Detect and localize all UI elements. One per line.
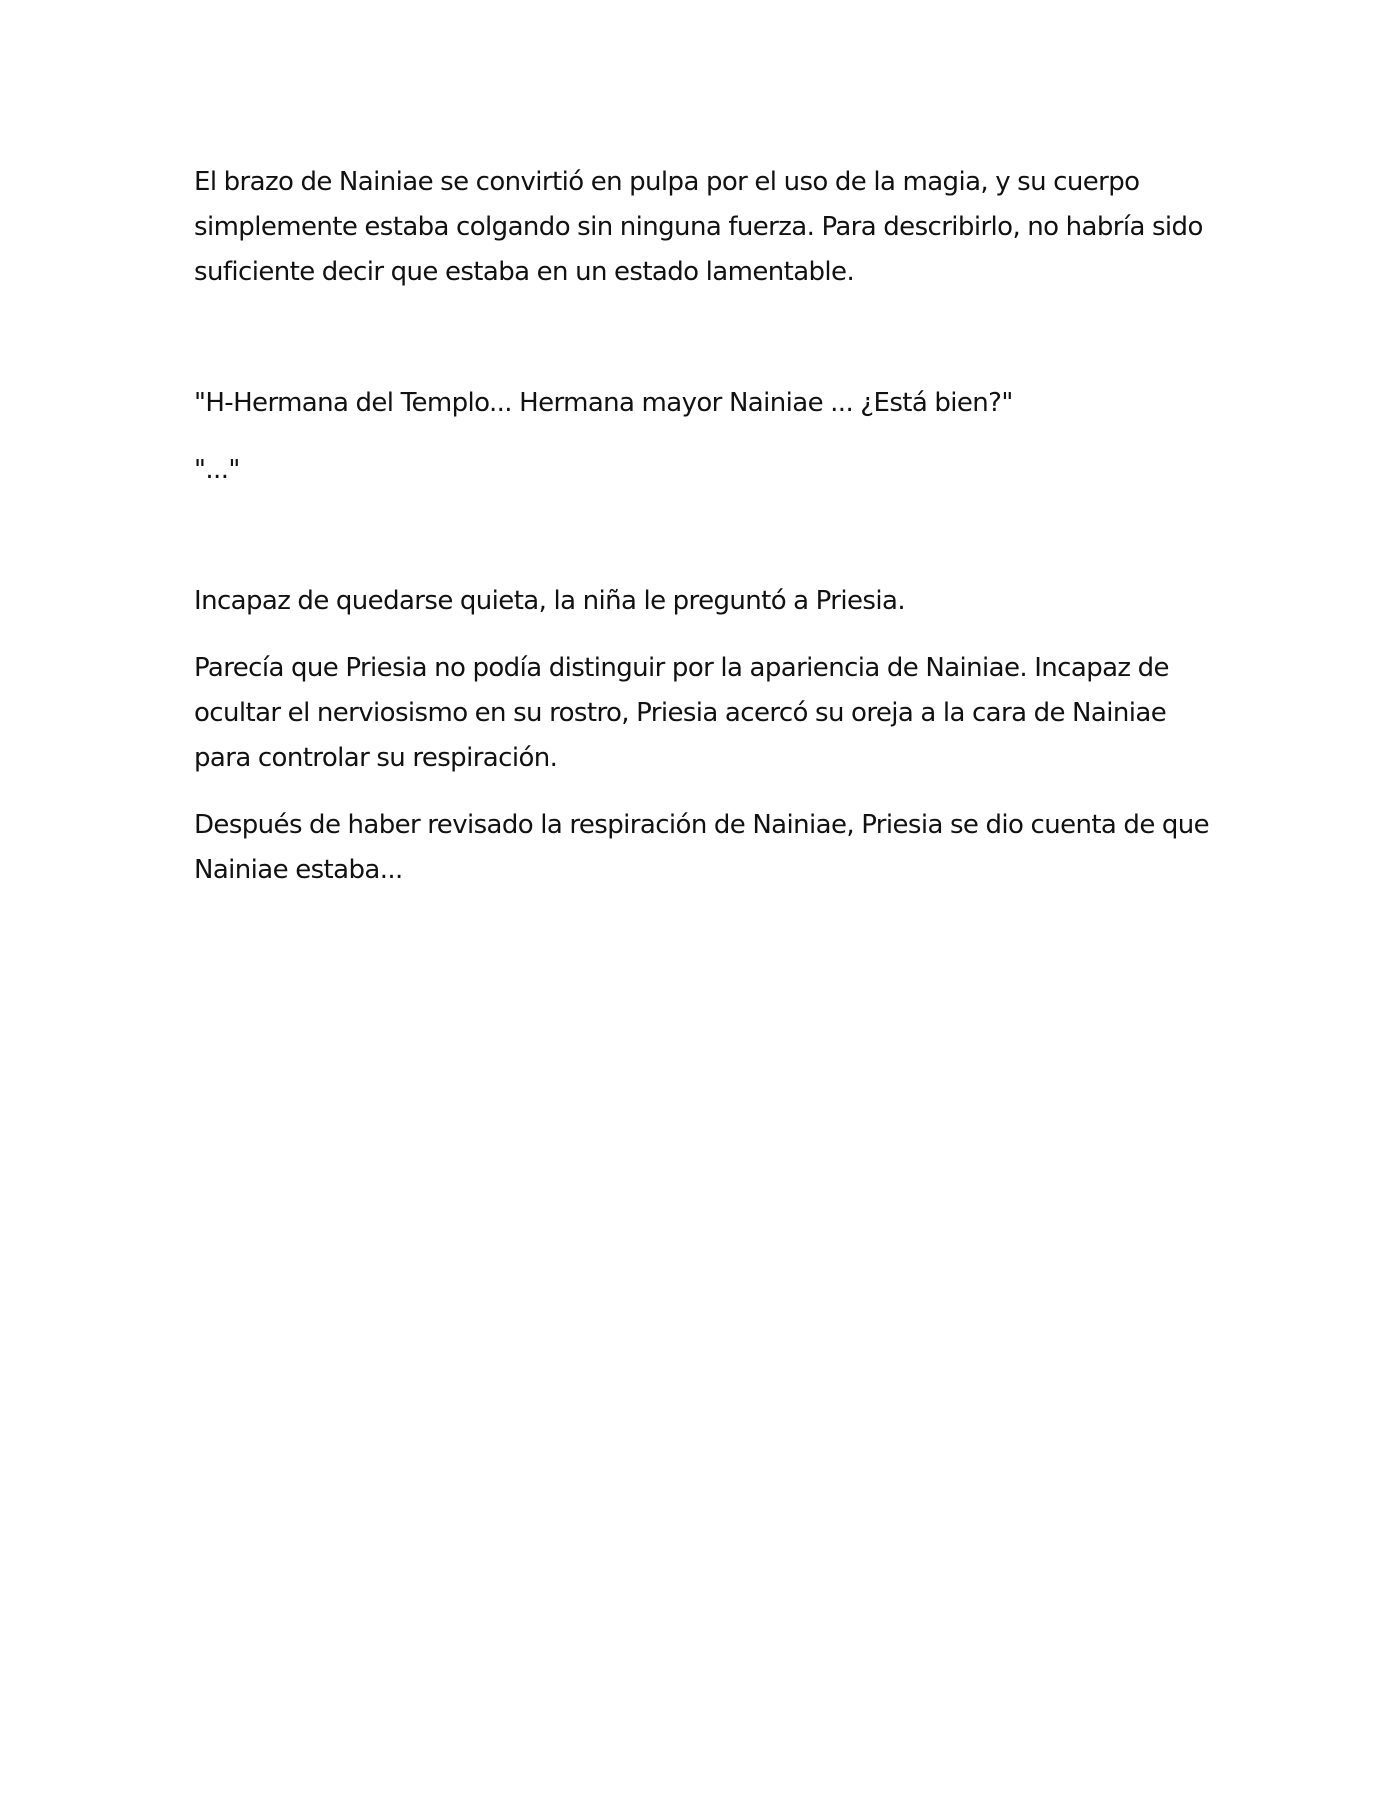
document-body — [194, 160, 1224, 915]
paragraph-narration-4: Después de haber revisado la respiración de Nainiae, Priesia se dio cuenta de que Nainiae estaba... — [194, 810, 1210, 885]
paragraph-dialogue-2: "..." — [194, 455, 240, 485]
paragraph-gap — [194, 515, 1224, 579]
paragraph-dialogue-1: "H-Hermana del Templo... Hermana mayor Nainiae ... ¿Está bien?" — [194, 388, 1013, 418]
paragraph-gap — [194, 317, 1224, 381]
paragraph-narration-1: El brazo de Nainiae se convirtió en pulpa por el uso de la magia, y su cuerpo simplemente estaba colgando sin ninguna fuerza. Para describirlo, no habría sido suficiente decir que estaba en un estado lamentable. — [194, 167, 1203, 287]
paragraph-narration-2: Incapaz de quedarse quieta, la niña le preguntó a Priesia. — [194, 586, 905, 616]
paragraph-narration-3: Parecía que Priesia no podía distinguir por la apariencia de Nainiae. Incapaz de ocultar el nerviosismo en su rostro, Priesia acercó su oreja a la cara de Nainiae para controlar su respiración. — [194, 653, 1169, 773]
